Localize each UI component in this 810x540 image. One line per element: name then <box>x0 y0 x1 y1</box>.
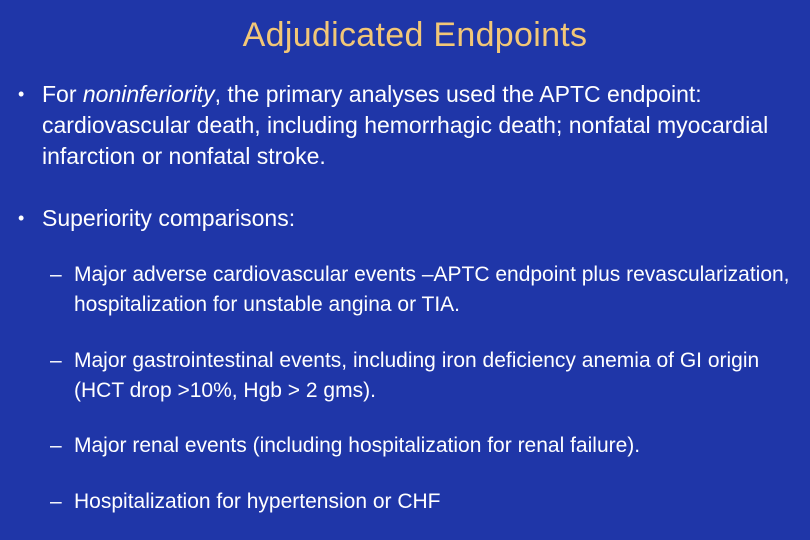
bullet-marker: • <box>18 208 25 228</box>
sub-item-text: Major adverse cardiovascular events –APTC endpoint plus revascularization, hospitalization for unstable angina or TIA. <box>74 263 790 316</box>
bullet-text-prefix: For <box>42 81 83 107</box>
sub-item-gastrointestinal <box>50 346 802 406</box>
sub-item-marker: – <box>50 263 62 286</box>
sub-item-renal <box>50 431 802 461</box>
sub-item-marker: – <box>50 349 62 372</box>
bullet-marker: • <box>18 84 25 104</box>
bullet-text <box>42 79 810 172</box>
bullet-text-suffix: , the primary analyses used the APTC endpoint: cardiovascular death, including hemorrhagic death; nonfatal myocardial infarction or nonfatal stroke. <box>42 81 769 169</box>
bullet-text-emphasis: noninferiority <box>82 81 215 107</box>
sub-item-cardiovascular <box>50 260 802 320</box>
sub-item-marker: – <box>50 434 62 457</box>
sub-item-marker: – <box>50 490 62 513</box>
slide-title: Adjudicated Endpoints <box>242 16 588 54</box>
sub-item-text: Major gastrointestinal events, including iron deficiency anemia of GI origin (HCT drop >10%, Hgb > 2 gms). <box>74 349 760 402</box>
sub-item-text: Hospitalization for hypertension or CHF <box>74 490 441 513</box>
bullet-text: Superiority comparisons: <box>42 205 296 231</box>
sub-item-text: Major renal events (including hospitalization for renal failure). <box>74 434 641 457</box>
sub-item-hypertension <box>50 487 802 517</box>
